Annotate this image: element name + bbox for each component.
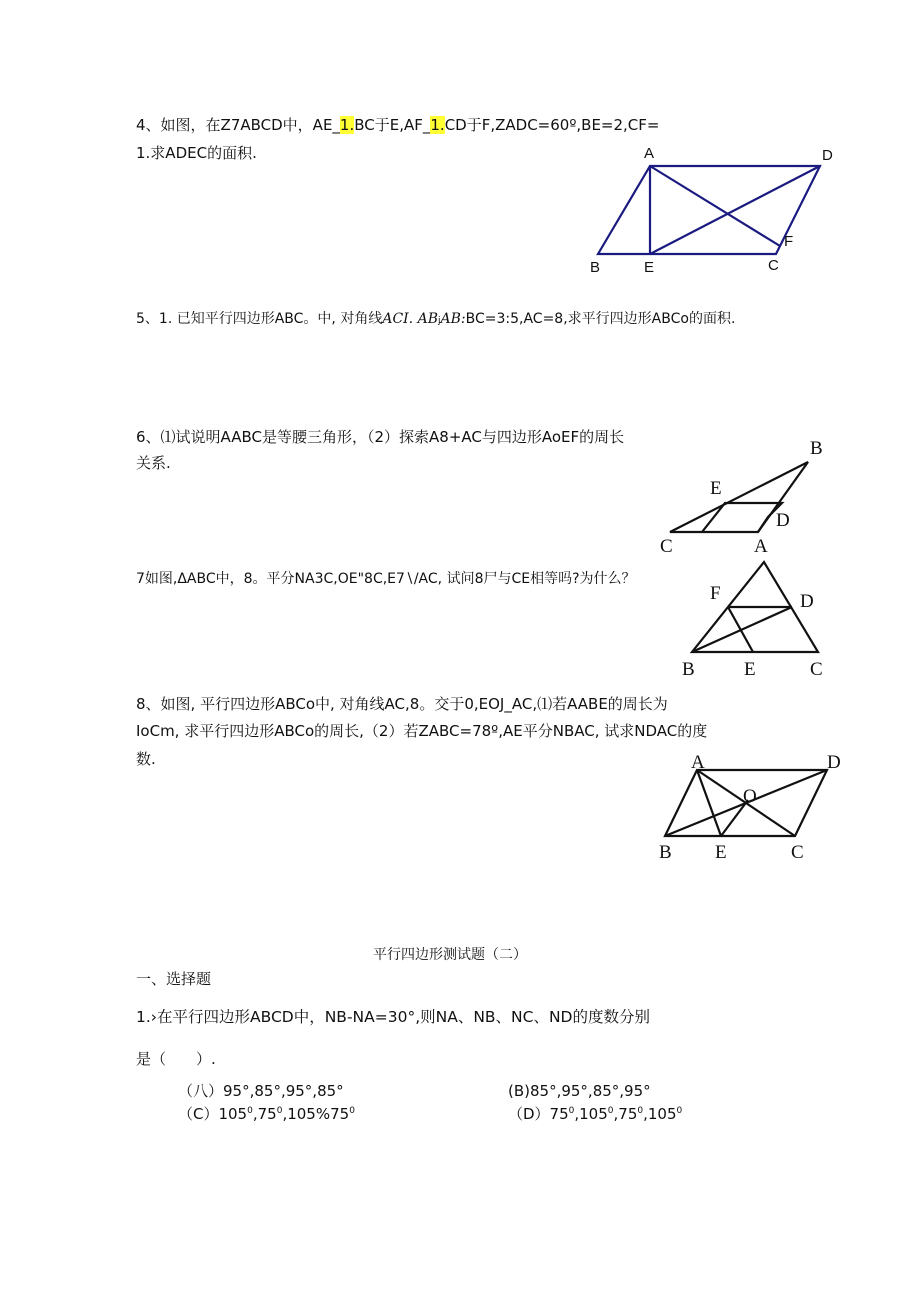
mc-option-d-part: ,105 (574, 1105, 608, 1123)
mc-option-d-part: ,75 (613, 1105, 638, 1123)
q6-label-d: D (776, 510, 790, 531)
mc-option-d-part: ,105 (643, 1105, 677, 1123)
q6-inner-lines (702, 503, 782, 532)
mc-option-d-sup: 0 (568, 1106, 575, 1116)
q7-line1: 7如图,ΔABC中，8。平分NA3C,OE"8C,E7∖/AC, 试问8尸与CE相等吗?为什么？ (136, 571, 636, 587)
q7-label-b: B (682, 659, 695, 680)
q4-segment-ed (650, 166, 820, 254)
q7-label-d: D (800, 591, 814, 612)
q5-text-2: ACI. AB (382, 311, 438, 327)
q4-text-3: CD于F,ZADC=60º,BE=2,CF= (444, 116, 660, 134)
q7-label-c: C (810, 659, 823, 680)
q4-text-1: 如图，在Z7ABCD中，AE_ (160, 116, 340, 134)
q8-label-b: B (659, 842, 672, 863)
q8-label-e: E (715, 842, 727, 863)
mc-option-c (178, 1105, 355, 1123)
mc-q1-line1: 1.›在平行四边形ABCD中，NB-NA=30°,则NA、NB、NC、ND的度数分别 (136, 1008, 650, 1026)
q7-segment-fe (728, 607, 753, 652)
q7-figure (672, 555, 832, 685)
q8-line2: IoCm, 求平行四边形ABCo的周长,（2）若ZABC=78º,AE平分NBAC, 试求NDAC的度 (136, 722, 708, 740)
q5-line: 5、1. 已知平行四边形ABC。中, 对角线ACI. ABjAB:BC=3:5,AC=8,求平行四边形ABCo的面积. (136, 311, 736, 327)
mc-option-d (508, 1105, 682, 1123)
mc-option-d-sup: 0 (676, 1106, 683, 1116)
q4-highlight-2: 1. (430, 116, 445, 134)
q7-label-e: E (744, 659, 756, 680)
section-heading: 一、选择题 (136, 970, 212, 988)
mc-option-c-sup: 0 (247, 1106, 253, 1116)
mc-option-c-sup: 0 (276, 1106, 283, 1116)
section-title: 平行四边形测试题（二） (373, 947, 527, 963)
q4-number: 4、 (136, 116, 161, 134)
q5-text-1: 5、1. 已知平行四边形ABC。中, 对角线 (136, 311, 383, 327)
q6-figure (650, 432, 840, 562)
q8-segment-ae (697, 770, 721, 836)
q4-segment-af (650, 166, 780, 246)
mc-option-b: (B)85°,95°,85°,95° (508, 1082, 651, 1100)
q8-label-o: O (743, 786, 757, 807)
q6-label-e: E (710, 478, 722, 499)
q8-line3: 数. (136, 750, 156, 768)
q4-highlight-1: 1. (339, 116, 355, 134)
q4-label-b: B (590, 259, 601, 276)
q8-label-a: A (691, 752, 705, 773)
q4-line1 (136, 116, 659, 134)
q4-label-e: E (644, 259, 655, 276)
mc-option-a: （八）95°,85°,95°,85° (178, 1082, 344, 1100)
q4-line2: 1.求ADEC的面积. (136, 144, 257, 162)
q4-label-d: D (822, 147, 833, 164)
q4-label-c: C (768, 257, 779, 274)
q4-text-2: BC于E,AF_ (354, 116, 431, 134)
q6-line1: 6、⑴试说明AABC是等腰三角形，（2）探索A8+AC与四边形AoEF的周长 (136, 428, 625, 446)
q7-segment-bd (692, 607, 792, 652)
q8-figure (655, 752, 850, 867)
q6-label-c: C (660, 536, 673, 557)
q8-line1: 8、如图, 平行四边形ABCo中, 对角线AC,8。交于0,EOJ_AC,⑴若AABE的周长为 (136, 695, 668, 713)
mc-option-c-part: ,75 (252, 1105, 277, 1123)
q5-text-4: BC=3:5,AC=8,求平行四边形ABCo的面积. (465, 311, 736, 327)
mc-option-c-sup: 0 (349, 1106, 355, 1116)
q6-label-a: A (754, 536, 768, 557)
q6-line2: 关系. (136, 454, 171, 472)
q7-label-f: F (710, 583, 721, 604)
q4-figure (580, 140, 840, 280)
q6-label-b: B (810, 438, 823, 459)
mc-option-d-sup: 0 (637, 1106, 644, 1116)
mc-option-c-part: ,105%75 (282, 1105, 350, 1123)
q4-label-f: F (784, 233, 794, 250)
q4-label-a: A (644, 145, 655, 162)
mc-option-d-sup: 0 (607, 1106, 614, 1116)
q8-label-c: C (791, 842, 804, 863)
mc-q1-line2: 是（ ）. (136, 1050, 216, 1068)
q5-text-3: AB: (440, 311, 466, 327)
q8-label-d: D (827, 752, 841, 773)
mc-option-d-part: （D）75 (508, 1105, 569, 1123)
mc-option-c-part: （C）105 (178, 1105, 248, 1123)
